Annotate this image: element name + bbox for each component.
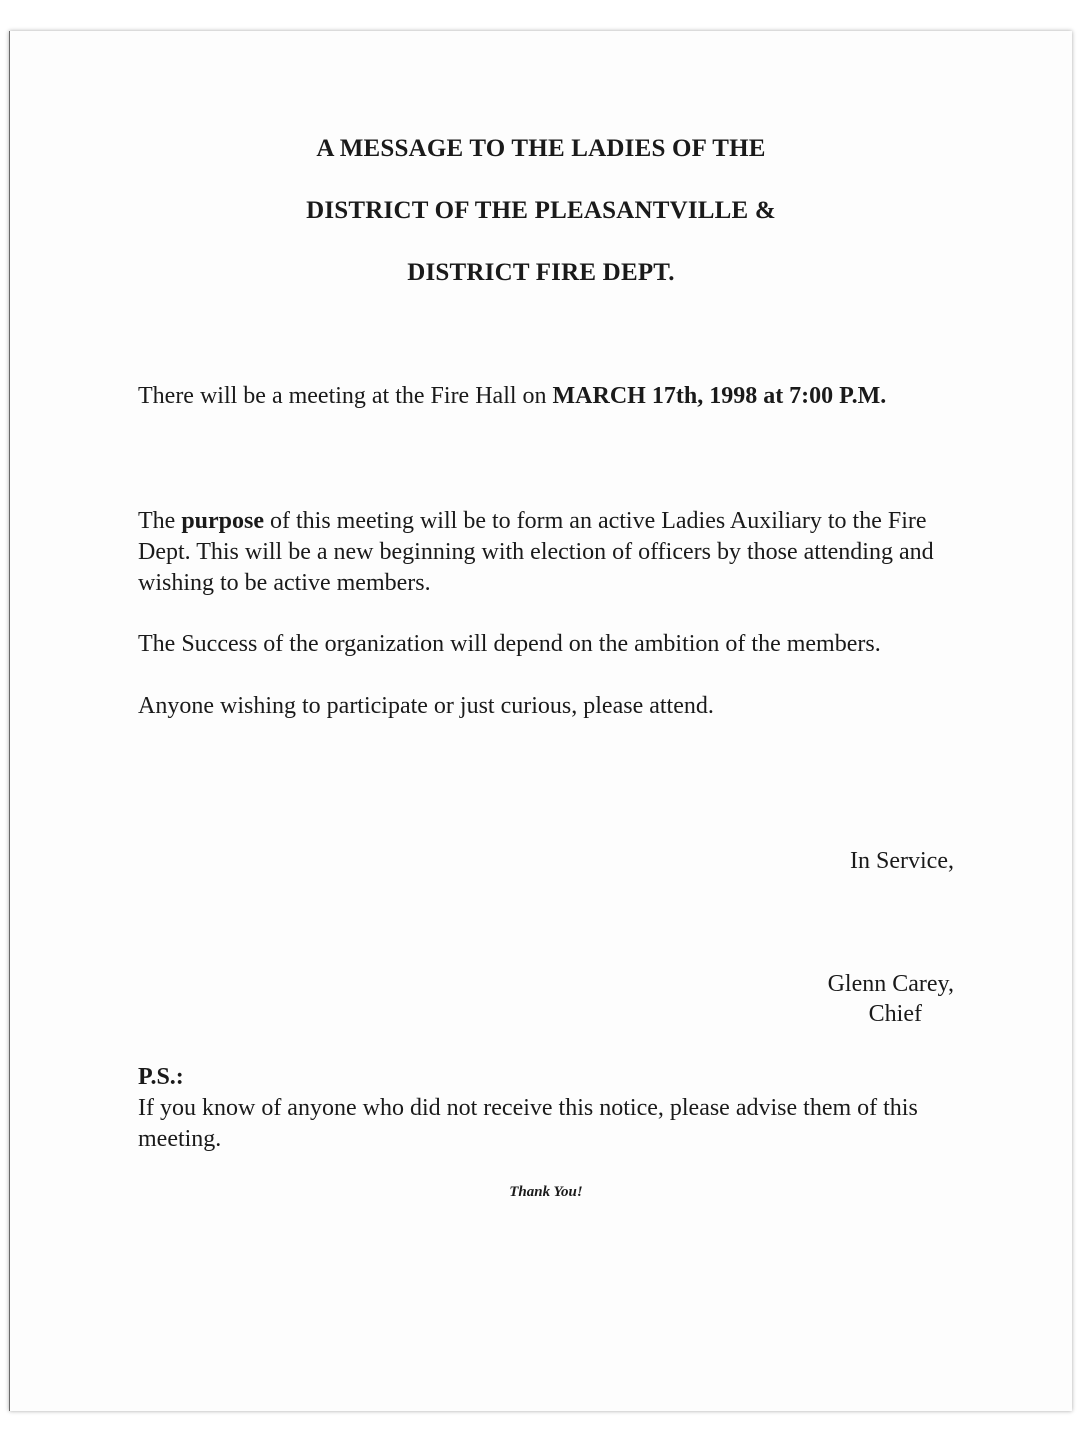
purpose-paragraph bbox=[138, 506, 958, 599]
signer-name: Glenn Carey, bbox=[827, 971, 954, 997]
postscript-label: P.S.: bbox=[138, 1064, 184, 1090]
success-paragraph: The Success of the organization will depend on the ambition of the members. bbox=[138, 631, 881, 657]
heading-line-3: DISTRICT FIRE DEPT. bbox=[407, 259, 675, 286]
heading-line-1: A MESSAGE TO THE LADIES OF THE bbox=[316, 135, 766, 162]
invite-paragraph: Anyone wishing to participate or just curious, please attend. bbox=[138, 693, 714, 719]
letter-page bbox=[9, 31, 1072, 1411]
purpose-lead: The bbox=[138, 508, 182, 534]
postscript-text: If you know of anyone who did not receive this notice, please advise them of this meeting. bbox=[138, 1095, 918, 1152]
meeting-paragraph bbox=[138, 381, 958, 412]
heading-line-2: DISTRICT OF THE PLEASANTVILLE & bbox=[306, 197, 776, 224]
purpose-keyword: purpose bbox=[181, 508, 264, 534]
thank-you-note: Thank You! bbox=[509, 1184, 583, 1200]
purpose-text: of this meeting will be to form an active Ladies Auxiliary to the Fire Dept. This will be a new beginning with election of officers by those attending and wishing to be active members. bbox=[138, 508, 934, 596]
meeting-datetime: MARCH 17th, 1998 at 7:00 P.M. bbox=[552, 383, 887, 409]
signer-title: Chief bbox=[868, 1001, 922, 1027]
meeting-intro: There will be a meeting at the Fire Hall on bbox=[138, 383, 553, 409]
closing-salutation: In Service, bbox=[850, 848, 954, 874]
